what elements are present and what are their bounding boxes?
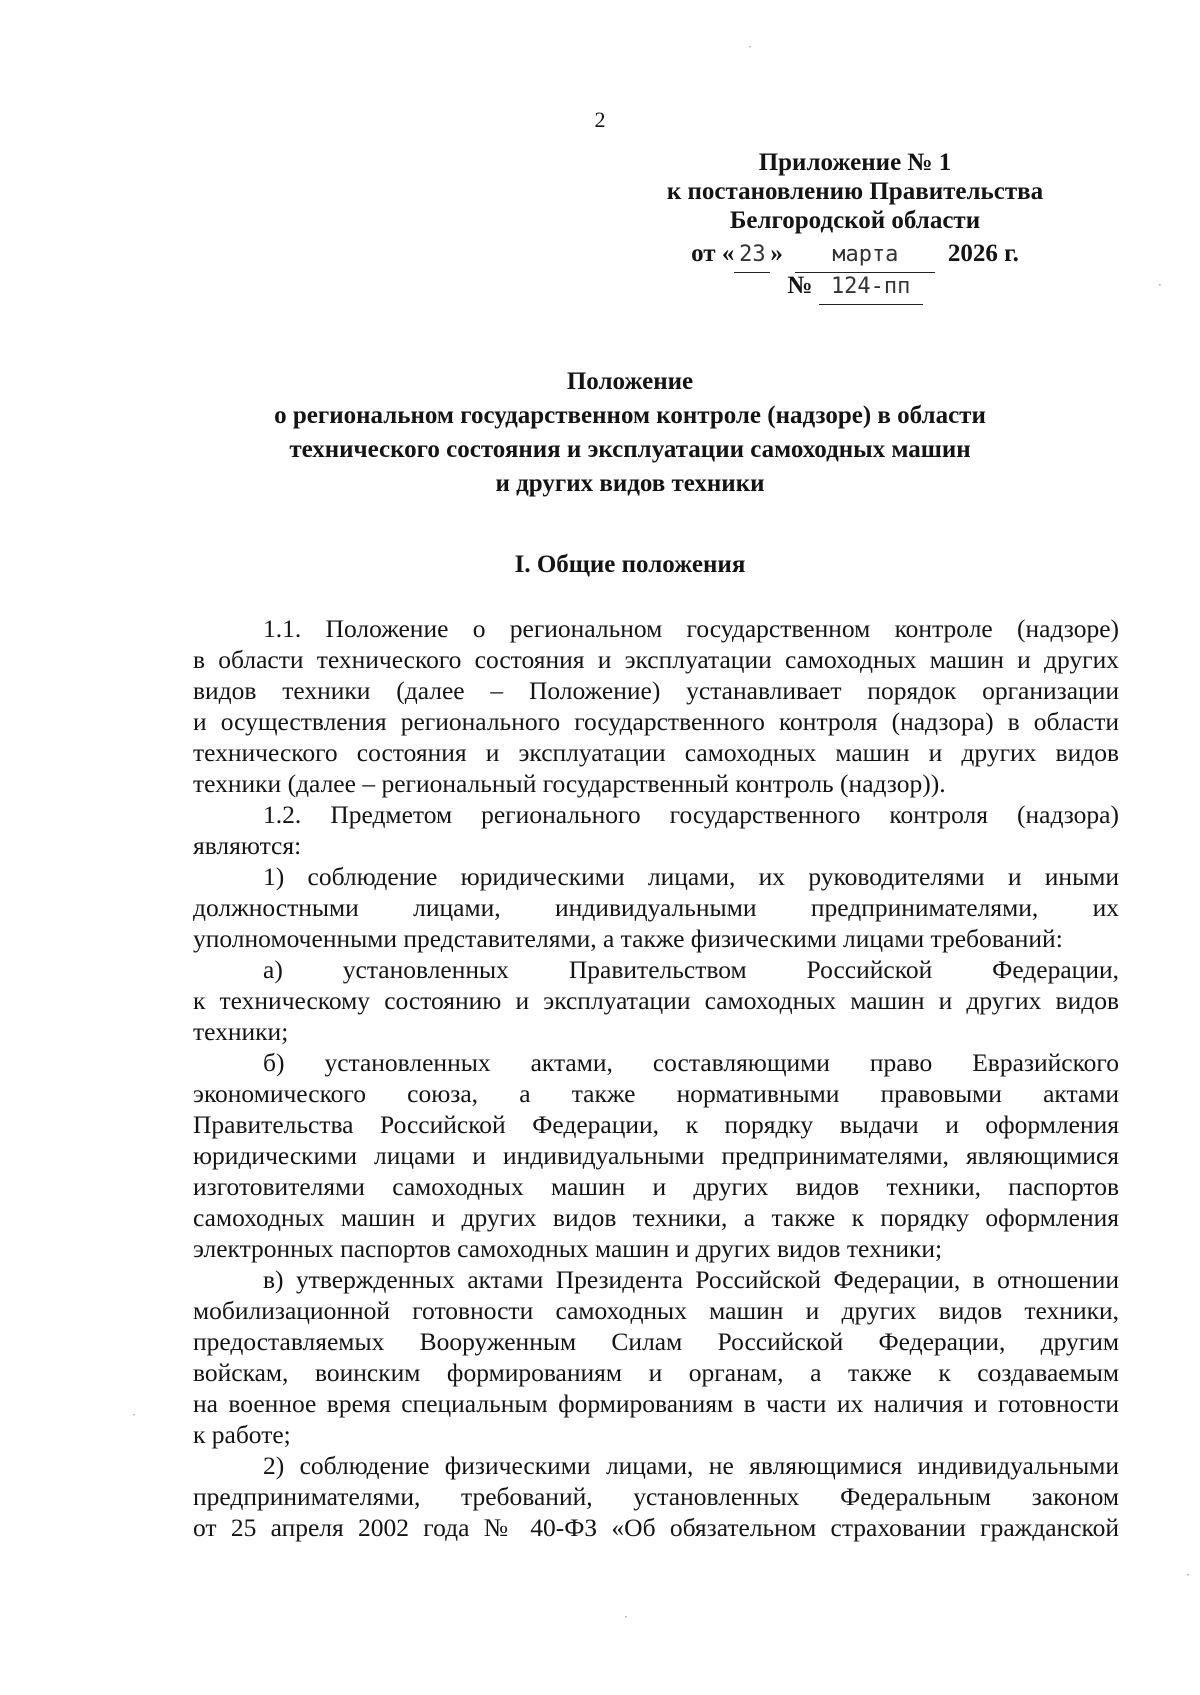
body-line: к работе;: [193, 1420, 291, 1449]
section-heading: I. Общие положения: [514, 551, 746, 578]
body-line: самоходных машин и других видов техники, а также к порядку оформления: [193, 1203, 1119, 1232]
scan-speck: ·: [1186, 1568, 1190, 1582]
body-line: изготовителями самоходных машин и других видов техники, паспортов: [193, 1172, 1119, 1201]
body-line: электронных паспортов самоходных машин и других видов техники;: [193, 1234, 943, 1263]
body-line: войскам, воинским формированиям и органам, а также к создаваемым: [193, 1358, 1119, 1387]
body-line: на военное время специальным формированиям в части их наличия и готовности: [193, 1389, 1119, 1418]
body-line: техники;: [193, 1017, 289, 1046]
number-sign: №: [787, 272, 813, 299]
body-line: Правительства Российской Федерации, к порядку выдачи и оформления: [193, 1110, 1119, 1139]
body-line: технического состояния и эксплуатации самоходных машин и других видов: [193, 738, 1119, 767]
title-line: технического состояния и эксплуатации самоходных машин: [289, 436, 971, 463]
date-prefix: от «: [691, 240, 735, 267]
date-quote-close: »: [770, 240, 783, 267]
document-title: [130, 365, 1130, 501]
appendix-resolution-ref: к постановлению Правительства: [666, 178, 1044, 205]
page-number: 2: [594, 107, 606, 132]
body-line: в) утвержденных актами Президента Российской Федерации, в отношении: [263, 1265, 1119, 1294]
body-line: 1.2. Предметом регионального государственного контроля (надзора): [263, 800, 1119, 829]
date-day-handwritten: 23: [734, 238, 770, 273]
body-line: 2) соблюдение физическими лицами, не являющимися индивидуальными: [263, 1451, 1119, 1480]
appendix-number-line: [630, 269, 1080, 303]
body-line: техники (далее – региональный государственный контроль (надзор)).: [193, 769, 946, 798]
body-line: предпринимателями, требований, установленных Федеральным законом: [193, 1482, 1119, 1511]
body-line: и осуществления регионального государственного контроля (надзора) в области: [193, 707, 1119, 736]
body-line: 1.1. Положение о региональном государственном контроле (надзоре): [263, 614, 1119, 643]
body-line: а) установленных Правительством Российской Федерации,: [263, 955, 1119, 984]
date-year: 2026 г.: [947, 240, 1019, 267]
body-line: экономического союза, а также нормативными правовыми актами: [193, 1079, 1119, 1108]
title-line: о региональном государственном контроле (надзоре) в области: [274, 402, 986, 429]
body-line: 1) соблюдение юридическими лицами, их руководителями и иными: [263, 862, 1119, 891]
scan-speck: ·: [748, 40, 752, 54]
body-line: к техническому состоянию и эксплуатации самоходных машин и других видов: [193, 986, 1119, 1015]
date-month-handwritten: марта: [795, 238, 935, 273]
body-line: должностными лицами, индивидуальными предпринимателями, их: [193, 893, 1119, 922]
scan-speck: ·: [624, 1610, 628, 1624]
body-line: б) установленных актами, составляющими право Евразийского: [263, 1048, 1119, 1077]
scan-speck: ·: [132, 1408, 136, 1422]
title-line: и других видов техники: [495, 470, 765, 497]
body-line: в области технического состояния и эксплуатации самоходных машин и других: [193, 645, 1119, 674]
body-line: юридическими лицами и индивидуальными предпринимателями, являющимися: [193, 1141, 1119, 1170]
scan-speck: ·: [1158, 278, 1162, 292]
title-line: Положение: [566, 368, 694, 395]
body-line: являются:: [193, 831, 302, 860]
appendix-title: Приложение № 1: [758, 149, 952, 176]
appendix-region: Белгородской области: [729, 207, 981, 234]
body-line: видов техники (далее – Положение) устанавливает порядок организации: [193, 676, 1119, 705]
body-line: предоставляемых Вооруженным Силам Российской Федерации, другим: [193, 1327, 1119, 1356]
body-line: уполномоченными представителями, а также физическими лицами требований:: [193, 924, 1063, 953]
number-handwritten: 124-пп: [819, 270, 923, 305]
appendix-date-line: [630, 237, 1080, 271]
body-line: от 25 апреля 2002 года № 40-ФЗ «Об обязательном страховании гражданской: [193, 1513, 1119, 1542]
body-line: мобилизационной готовности самоходных машин и других видов техники,: [193, 1296, 1119, 1325]
